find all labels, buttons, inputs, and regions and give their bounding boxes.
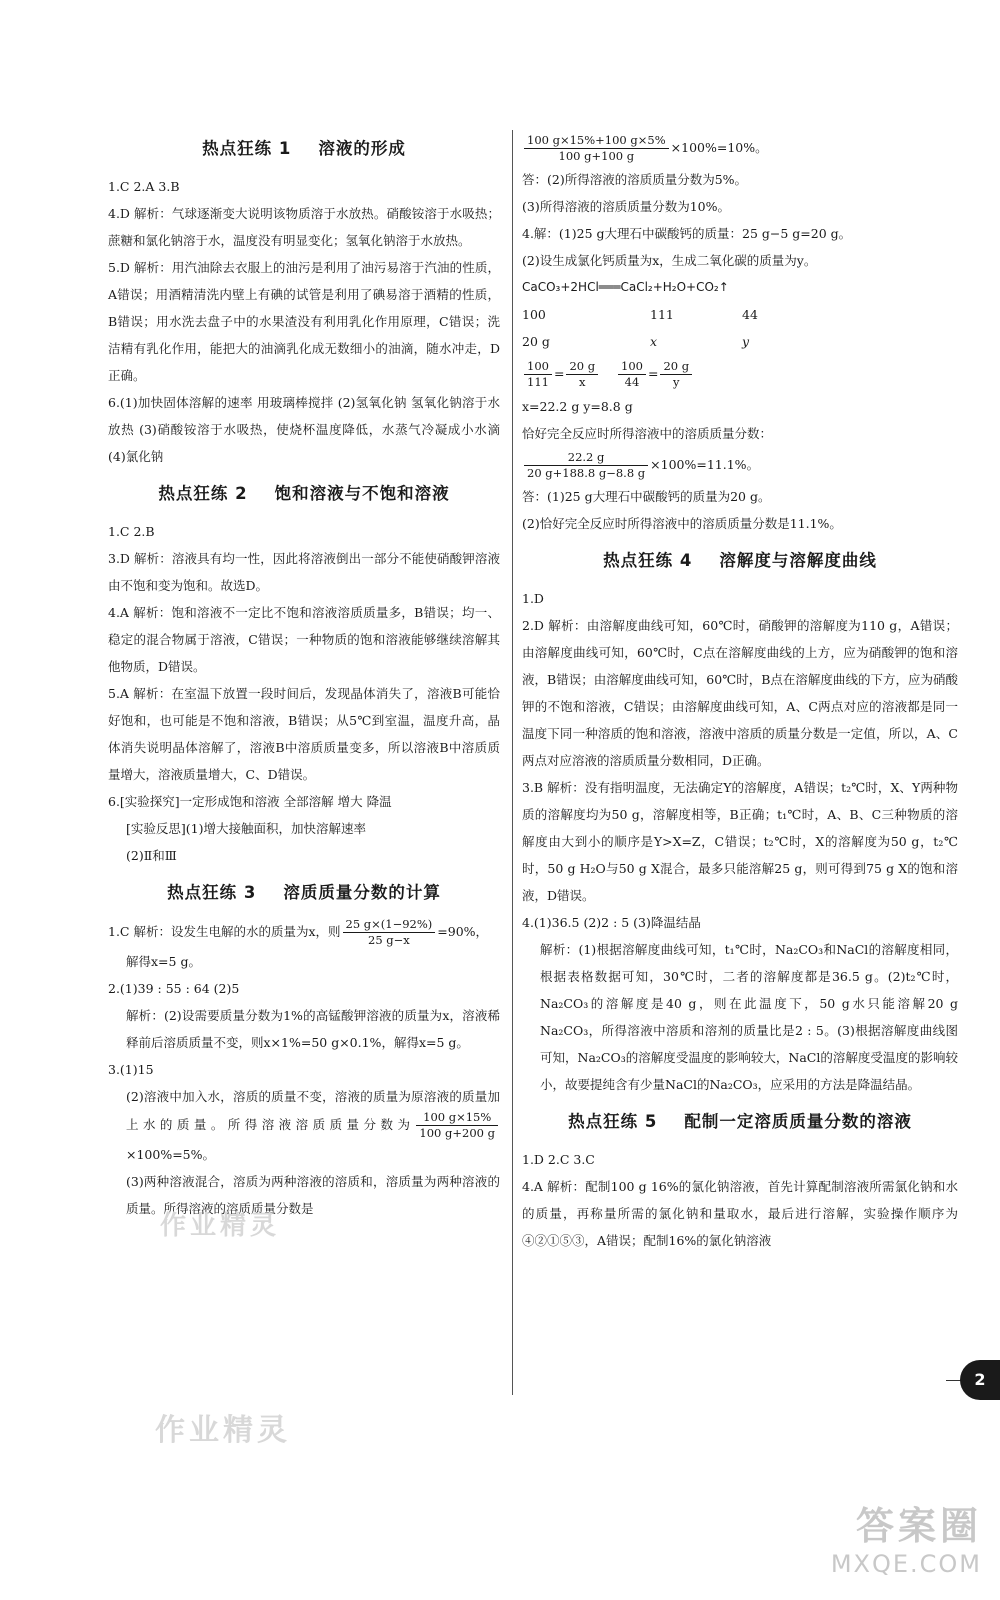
s3-q1-numerator: 25 g×(1−92%)	[343, 917, 436, 933]
s3-q3-b-denominator: 100 g+200 g	[419, 1126, 495, 1140]
s3-q2: 2.(1)39 : 55 : 64 (2)5	[108, 981, 240, 996]
s2-q6-a: 6.[实验探究]一定形成饱和溶液 全部溶解 增大 降温	[108, 794, 392, 809]
s2-q6-c: (2)Ⅱ和Ⅲ	[126, 848, 177, 863]
column-divider	[512, 130, 513, 1395]
ratio1-right-de: x	[579, 375, 586, 389]
ratio2-right-nu: 20 g	[660, 359, 692, 375]
section-title-1: 热点狂练 1 溶液的形成	[202, 139, 406, 158]
s3-q3-b-fraction	[416, 1110, 498, 1141]
s2-q5: 5.A 解析：在室温下放置一段时间后，发现晶体消失了，溶液B可能恰好饱和，也可能是不饱和溶液，B错误；从5℃到室温，温度升高，晶体消失说明晶体溶解了，溶液B中溶质质量变多，所以溶液B中溶质质量增大，溶液质量增大，C、D错误。	[108, 686, 500, 782]
r-answer-b: (3)所得溶液的溶质质量分数为10%。	[522, 199, 730, 214]
s1-q5: 5.D 解析：用汽油除去衣服上的油污是利用了油污易溶于汽油的性质，A错误；用酒精清洗内壁上有碘的试管是利用了碘易溶于酒精的性质，B错误；用水洗去盘子中的水果渣没有利用乳化作用原理，C错误；洗洁精有乳化作用，能把大的油滴乳化成无数细小的油滴，随水冲走，D正确。	[108, 260, 500, 383]
section-title-5: 热点狂练 5 配制一定溶质质量分数的溶液	[568, 1112, 912, 1131]
ratio-equations: $\frac{100}{111}$ = $\frac{20 g}{x}$ $\frac{100}{44}$ = $\frac{20 g}{y}$	[522, 355, 958, 393]
s4-q2: 2.D 解析：由溶解度曲线可知，60℃时，硝酸钾的溶解度为110 g，A错误；由溶解度曲线可知，60℃时，C点在溶解度曲线的上方，应为硝酸钾的饱和溶液，B错误；由溶解度曲线可知，60℃时，B点在溶解度曲线的下方，应为硝酸钾的不饱和溶液，C错误；由溶解度曲线可知，A、C两点对应的溶液都是同一温度下同一种溶质的饱和溶液，溶液中溶质的质量分数是一定值，所以，A、C两点对应溶液的溶质质量分数相同，D正确。	[522, 618, 958, 768]
r-top-denominator: 100 g+100 g	[558, 149, 635, 163]
ratio1-left-nu: 100	[524, 359, 552, 375]
s2-q4: 4.A 解析：饱和溶液不一定比不饱和溶液溶质质量多，B错误；均一、稳定的混合物属于溶液，C错误；一种物质的饱和溶液能够继续溶解其他物质，D错误。	[108, 605, 500, 674]
equation-molar-masses	[522, 301, 958, 328]
footer-watermark	[831, 1495, 982, 1578]
s1-q4: 4.D 解析：气球逐渐变大说明该物质溶于水放热。硝酸铵溶于水吸热；蔗糖和氯化钠溶于水，温度没有明显变化；氢氧化钠溶于水放热。	[108, 206, 500, 248]
section-title-3: 热点狂练 3 溶质质量分数的计算	[167, 883, 441, 902]
ratio2-right-de: y	[673, 375, 680, 389]
s1-q6: 6.(1)加快固体溶解的速率 用玻璃棒搅拌 (2)氢氧化钠 氢氧化钠溶于水放热 (3)硝酸铵溶于水吸热，使烧杯温度降低，水蒸气冷凝成小水滴 (4)氯化钠	[108, 395, 500, 464]
s5-q4: 4.A 解析：配制100 g 16%的氯化钠溶液，首先计算配制溶液所需氯化钠和水的质量，再称量所需的氯化钠和量取水，最后进行溶解，实验操作顺序为④②①⑤③，A错误；配制16%的氯化钠溶液	[522, 1179, 958, 1248]
ratio1-right	[566, 359, 598, 390]
r-answer-d: (2)恰好完全反应时所得溶液中的溶质质量分数是11.1%。	[522, 516, 842, 531]
r-q4-b: (2)设生成氯化钙质量为x，生成二氧化碳的质量为y。	[522, 253, 817, 268]
s3-q1-solve: 解得x=5 g。	[126, 954, 201, 969]
ratio1-right-nu: 20 g	[566, 359, 598, 375]
r-top-result: ×100%=10%。	[670, 140, 768, 155]
s1-q1-3: 1.C 2.A 3.B	[108, 179, 180, 194]
footer-watermark-url: MXQE.COM	[830, 1550, 982, 1578]
s3-q2-explanation: 解析：(2)设需要质量分数为1%的高锰酸钾溶液的质量为x，溶液稀释前后溶质质量不变，则x×1%=50 g×0.1%，解得x=5 g。	[126, 1008, 500, 1050]
s3-q3-b-result: ×100%=5%。	[126, 1147, 216, 1162]
s3-q1	[108, 917, 500, 948]
s4-q4: 4.(1)36.5 (2)2 : 5 (3)降温结晶	[522, 915, 701, 930]
r-top-calc	[522, 130, 958, 166]
r-answer-c: 答：(1)25 g大理石中碳酸钙的质量为20 g。	[522, 489, 771, 504]
s3-q1-text: 1.C 解析：设发生电解的水的质量为x，则	[108, 924, 341, 939]
r-answer-a: 答：(2)所得溶液的溶质质量分数为5%。	[522, 172, 748, 187]
section-title-4: 热点狂练 4 溶解度与溶解度曲线	[603, 551, 877, 570]
r-result-fraction	[524, 450, 648, 481]
r-result-value: ×100%=11.1%。	[650, 457, 760, 472]
s3-q3-b	[108, 1083, 500, 1168]
ratio2-left	[618, 359, 646, 390]
r-q4-a: 4.解：(1)25 g大理石中碳酸钙的质量：25 g−5 g=20 g。	[522, 226, 852, 241]
ratio2-left-de: 44	[624, 375, 640, 389]
mass-caco3: 100	[522, 307, 546, 322]
watermark-bottom: 作业精灵	[155, 1413, 291, 1448]
s3-q3-a: 3.(1)15	[108, 1062, 154, 1077]
value-cacl2: x	[650, 334, 658, 349]
r-result-numerator: 22.2 g	[524, 450, 648, 466]
r-q4-c: 恰好完全反应时所得溶液中的溶质质量分数：	[522, 426, 773, 441]
s5-q1-3: 1.D 2.C 3.C	[522, 1152, 595, 1167]
ratio2-right	[660, 359, 692, 390]
s3-q3-b-text: (2)溶液中加入水，溶质的质量不变，溶液的质量为原溶液的质量加上水的质量。所得溶液溶质质量分数为	[126, 1089, 500, 1132]
s4-q4-explanation: 解析：(1)根据溶解度曲线可知，t₁℃时，Na₂CO₃和NaCl的溶解度相同，根据表格数据可知，30℃时，二者的溶解度都是36.5 g。(2)t₂℃时，Na₂CO₃的溶解度是40 g，则在此温度下，50 g水只能溶解20 g Na₂CO₃，所得溶液中溶质和溶剂的质量比是2 : 5。(3)根据溶解度曲线图可知，Na₂CO₃的溶解度受温度的影响较大，NaCl的溶解度受温度的影响较小，故要提纯含有少量NaCl的Na₂CO₃，应采用的方法是降温结晶。	[540, 942, 958, 1092]
ratio1-left-de: 111	[527, 375, 549, 389]
s2-q6-b: [实验反思](1)增大接触面积，加快溶解速率	[126, 821, 366, 836]
r-top-numerator: 100 g×15%+100 g×5%	[524, 133, 669, 149]
right-column	[522, 130, 958, 1254]
ratio1-left	[524, 359, 552, 390]
watermark-mid: 作业精灵	[160, 1211, 281, 1241]
equation-values	[522, 328, 958, 355]
s4-q1: 1.D	[522, 591, 544, 606]
s2-q1-2: 1.C 2.B	[108, 524, 155, 539]
footer-watermark-logo: 答案圈	[855, 1504, 982, 1548]
chemical-equation: CaCO₃+2HCl═══CaCl₂+H₂O+CO₂↑	[522, 280, 729, 294]
r-top-fraction	[524, 133, 669, 164]
xy-values: x=22.2 g y=8.8 g	[522, 399, 633, 414]
s3-q3-b-numerator: 100 g×15%	[416, 1110, 498, 1126]
s3-q1-denominator: 25 g−x	[368, 933, 410, 947]
r-result-calc	[522, 447, 958, 483]
s3-q1-result: =90%，	[437, 924, 489, 939]
section-title-2: 热点狂练 2 饱和溶液与不饱和溶液	[158, 484, 450, 503]
ratio2-left-nu: 100	[618, 359, 646, 375]
mass-cacl2: 111	[650, 307, 674, 322]
value-co2: y	[742, 334, 750, 349]
s4-q3: 3.B 解析：没有指明温度，无法确定Y的溶解度，A错误；t₂℃时，X、Y两种物质的溶解度均为50 g，溶解度相等，B正确；t₁℃时，A、B、C三种物质的溶解度由大到小的顺序是Y>X=Z，C错误；t₂℃时，X的溶解度为50 g，t₂℃时，50 g H₂O与50 g X混合，最多只能溶解25 g，则可得到75 g X的饱和溶液，D错误。	[522, 780, 958, 903]
s2-q3: 3.D 解析：溶液具有均一性，因此将溶液倒出一部分不能使硝酸钾溶液由不饱和变为饱和。故选D。	[108, 551, 500, 593]
r-result-denominator: 20 g+188.8 g−8.8 g	[527, 466, 646, 480]
s3-q3-c: (3)两种溶液混合，溶质为两种溶液的溶质和，溶质量为两种溶液的质量。所得溶液的溶质质量分数是	[126, 1174, 500, 1216]
mass-co2: 44	[742, 307, 758, 322]
left-column	[108, 125, 500, 1222]
value-caco3: 20 g	[522, 334, 550, 349]
page-number: 2	[960, 1360, 1000, 1400]
s3-q1-fraction	[343, 917, 436, 948]
